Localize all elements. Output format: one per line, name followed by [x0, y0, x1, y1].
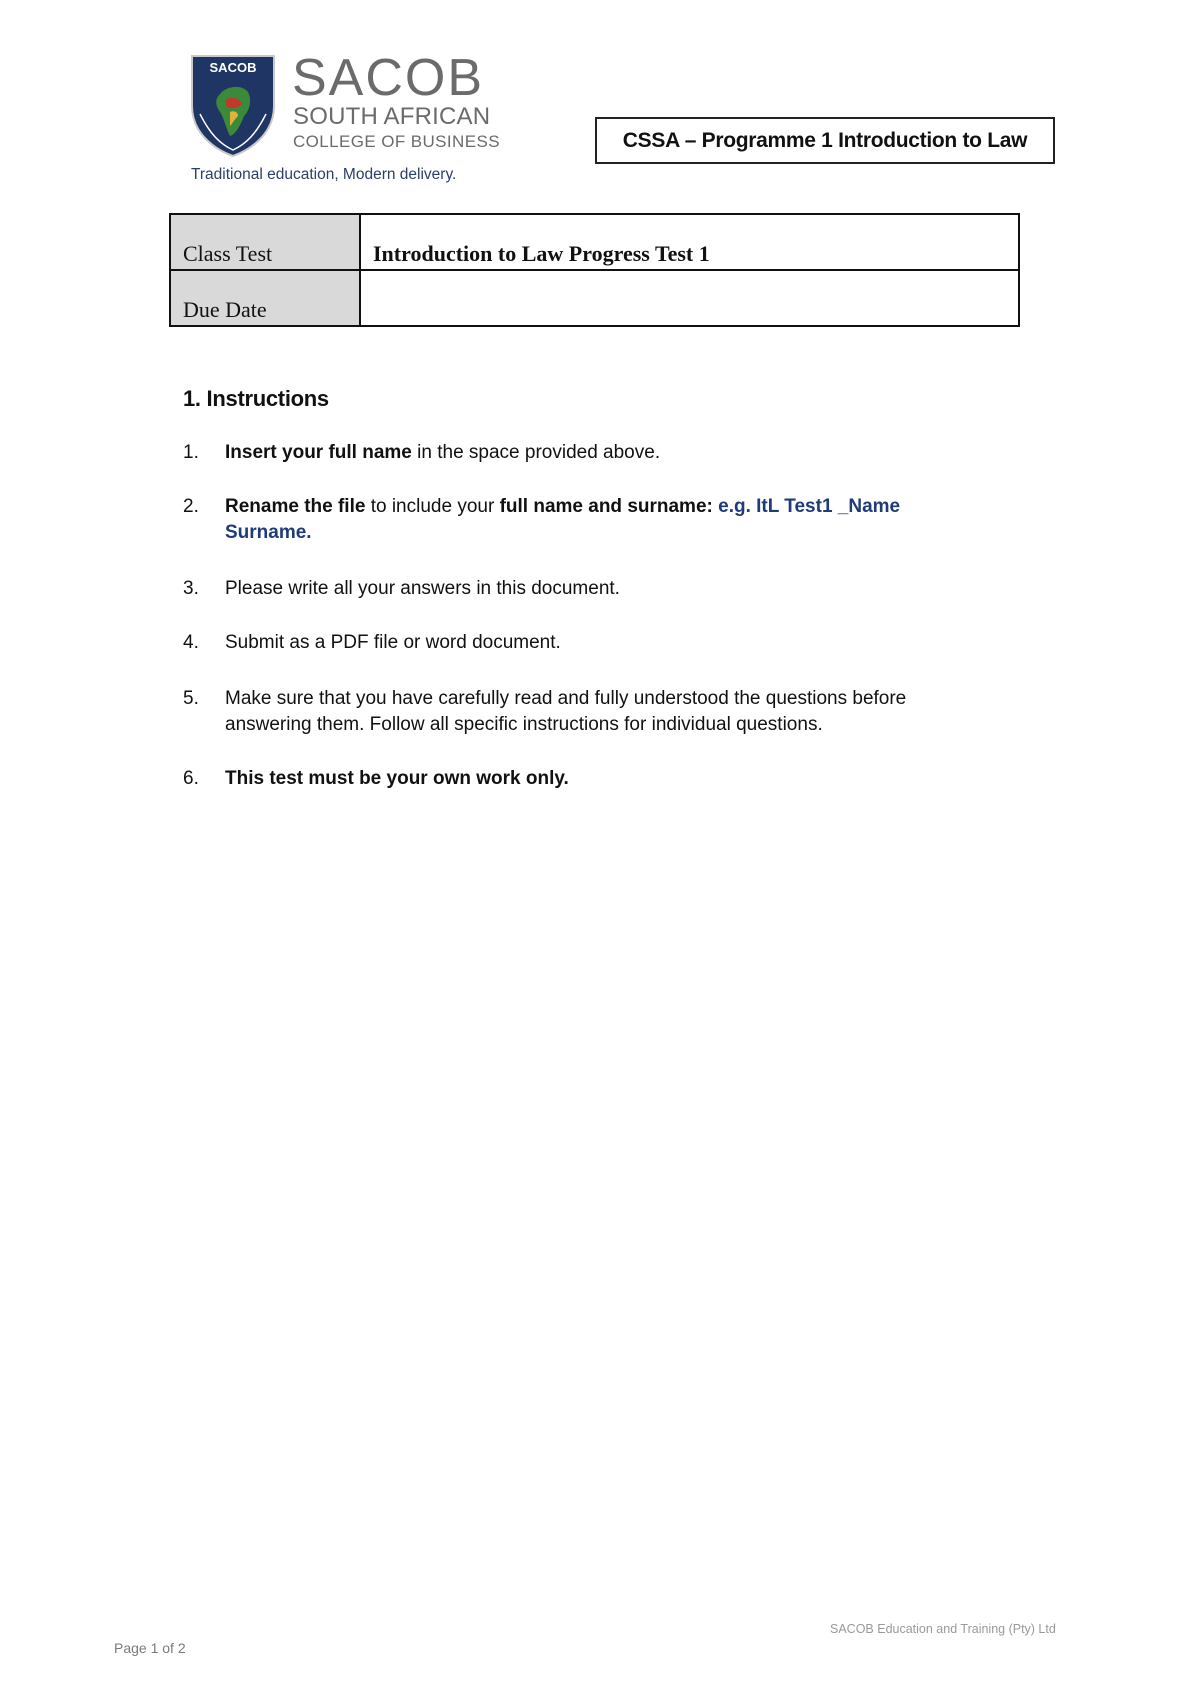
item-number: 6. — [183, 768, 199, 789]
instructions-list — [183, 440, 983, 792]
item-bold-text: This test must be your own work only. — [225, 768, 569, 789]
due-date-label: Due Date — [170, 270, 360, 326]
page-number: Page 1 of 2 — [114, 1640, 186, 1656]
shield-crest-icon — [190, 54, 276, 158]
footer-company: SACOB Education and Training (Pty) Ltd — [830, 1622, 1056, 1636]
logo-tagline: Traditional education, Modern delivery. — [191, 166, 457, 183]
item-bold-text: Insert your full name — [225, 442, 412, 463]
class-test-label: Class Test — [170, 214, 360, 270]
item-text: Please write all your answers in this document. — [225, 578, 620, 599]
list-item — [183, 494, 983, 546]
item-number: 4. — [183, 632, 199, 653]
logo-subtitle-1: SOUTH AFRICAN — [293, 103, 491, 130]
item-text: Make sure that you have carefully read and fully understood the questions before answering them. Follow all specific instructions for individual questions. — [225, 688, 907, 735]
logo-brand: SACOB — [292, 49, 485, 107]
item-number: 3. — [183, 578, 199, 599]
instructions-heading: 1. Instructions — [183, 386, 329, 411]
item-number: 2. — [183, 496, 199, 517]
list-item — [183, 576, 983, 602]
list-item — [183, 766, 983, 792]
table-row — [170, 270, 1019, 326]
sacob-logo — [190, 49, 500, 192]
list-item — [183, 440, 983, 466]
table-row — [170, 214, 1019, 270]
item-text: Submit as a PDF file or word document. — [225, 632, 561, 653]
list-item — [183, 630, 983, 656]
item-text: in the space provided above. — [411, 442, 661, 463]
item-bold-text: Rename the file — [225, 496, 366, 517]
item-number: 5. — [183, 688, 199, 709]
shield-text: SACOB — [209, 60, 257, 75]
due-date-value[interactable] — [360, 270, 1019, 326]
item-number: 1. — [183, 442, 199, 463]
programme-title-box: CSSA – Programme 1 Introduction to Law — [595, 117, 1055, 164]
test-info-table — [169, 213, 1020, 327]
class-test-value: Introduction to Law Progress Test 1 — [360, 214, 1019, 270]
logo-subtitle-2: COLLEGE OF BUSINESS — [293, 132, 500, 151]
list-item — [183, 686, 983, 738]
filename-example: e.g. ItL Test1 _Name Surname. — [225, 496, 901, 543]
item-bold-text: full name and surname: — [499, 496, 713, 517]
item-text: to include your — [365, 496, 500, 517]
